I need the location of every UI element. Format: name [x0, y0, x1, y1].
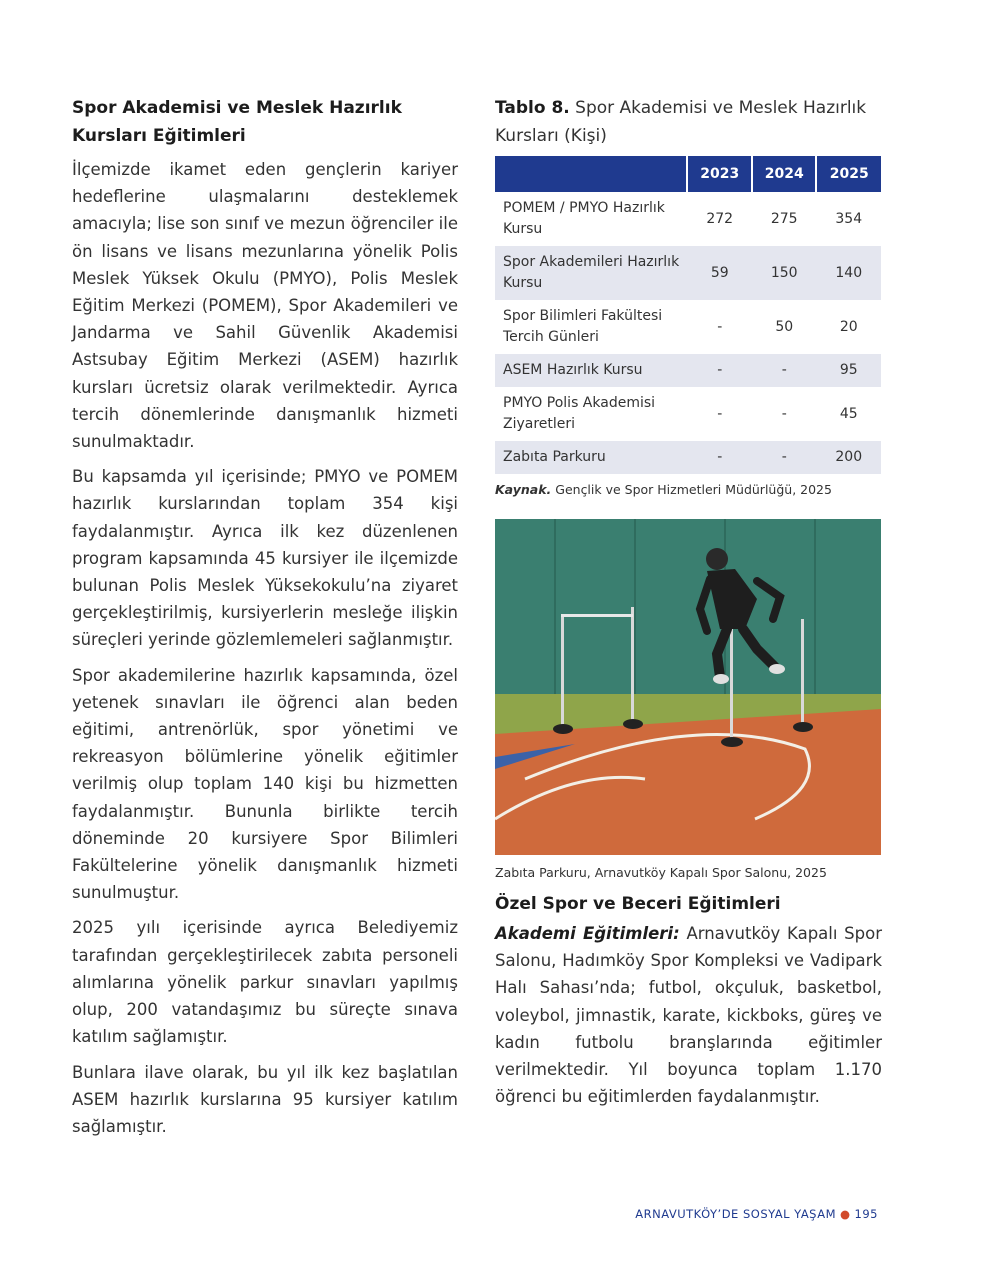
- table-row: [495, 300, 881, 354]
- cell-2025: 95: [816, 354, 881, 387]
- photo-caption: Zabıta Parkuru, Arnavutköy Kapalı Spor Salonu, 2025: [495, 865, 827, 880]
- paragraph-text: Arnavutköy Kapalı Spor Salonu, Hadımköy Spor Kompleksi ve Vadipark Halı Sahası’nda; futbol, okçuluk, basketbol, voleybol, jimnastik, karate, kickboks, güreş ve kadın futbolu branşlarında eğitimler verilmektedir. Yıl boyunca toplam 1.170 öğrenci bu eğitimlerden faydalanmıştır.: [495, 924, 883, 1107]
- cell-2025: 354: [835, 210, 863, 227]
- row-label: ASEM Hazırlık Kursu: [495, 354, 687, 387]
- table-caption: [495, 94, 882, 150]
- paragraph-asem: Bunlara ilave olarak, bu yıl ilk kez başlatılan ASEM hazırlık kurslarına 95 kursiyer katılım sağlamıştır.: [72, 1062, 458, 1136]
- row-label: POMEM / PMYO Hazırlık Kursu: [503, 200, 665, 237]
- table-row: [495, 354, 881, 387]
- row-label: Spor Akademileri Hazırlık Kursu: [495, 246, 687, 300]
- photo-court: [495, 709, 881, 855]
- cell-2024: -: [752, 441, 817, 474]
- table-row: [495, 441, 881, 474]
- cell-2024: -: [781, 405, 787, 422]
- paragraph-sports-academy: Spor akademilerine hazırlık kapsamında, özel yetenek sınavları ile öğrenci alan beden eğitimi, antrenörlük, spor yönetimi ve rekreasyon bölümlerine yönelik eğitimler verilmiş olup toplam 140 kişi bu hizmetten faydalanmıştır. Bununla birlikte tercih döneminde 20 kursiyere Spor Bilimleri Fakültelerine yönelik danışmanlık hizmeti sunulmuştur.: [72, 665, 458, 903]
- header-2023: 2023: [687, 156, 752, 192]
- paragraph-lead: Akademi Eğitimleri:: [495, 924, 680, 943]
- source-text: Gençlik ve Spor Hizmetleri Müdürlüğü, 2025: [555, 482, 832, 497]
- courses-table: [495, 156, 881, 474]
- cell-2025: 200: [816, 441, 881, 474]
- footer-section: ARNAVUTKÖY’DE SOSYAL YAŞAM: [635, 1207, 836, 1221]
- parkour-photo: [495, 519, 881, 855]
- subsection-title: Özel Spor ve Beceri Eğitimleri: [495, 894, 781, 914]
- cell-2024: 150: [752, 246, 817, 300]
- table-row: [495, 387, 881, 441]
- cell-2025: 45: [839, 405, 858, 422]
- row-label: Spor Bilimleri Fakültesi Tercih Günleri: [503, 308, 663, 345]
- table-caption-label: Tablo 8.: [495, 98, 570, 118]
- table-caption-text: Spor Akademisi ve Meslek Hazırlık Kursları (Kişi): [495, 98, 867, 146]
- bullet-icon: ●: [840, 1207, 851, 1221]
- cell-2023: -: [717, 405, 723, 422]
- page-number: 195: [854, 1207, 878, 1221]
- left-column: [72, 94, 458, 1148]
- table-row: [495, 246, 881, 300]
- source-label: Kaynak.: [495, 482, 552, 497]
- header-2025: 2025: [816, 156, 881, 192]
- cell-2024: 275: [770, 210, 798, 227]
- table-header-row: [495, 156, 881, 192]
- cell-2023: -: [717, 318, 723, 335]
- cell-2023: 59: [687, 246, 752, 300]
- paragraph-intro: İlçemizde ikamet eden gençlerin kariyer hedeflerine ulaşmalarını desteklemek amacıyla; lise son sınıf ve mezun öğrenciler ile ön lisans ve lisans mezunlarına yönelik Polis Meslek Yüksek Okulu (PMYO), Polis Meslek Eğitim Merkezi (POMEM), Spor Akademileri ve Jandarma ve Sahil Güvenlik Akademisi Astsubay Eğitim Merkezi (ASEM) hazırlık kursları ücretsiz olarak verilmektedir. Ayrıca tercih dönemlerinde danışmanlık hizmeti sunulmaktadır.: [72, 160, 458, 452]
- header-label: [495, 156, 687, 192]
- header-2024: 2024: [752, 156, 817, 192]
- cell-2023: -: [687, 354, 752, 387]
- page-footer: [635, 1207, 878, 1221]
- paragraph-zabita: 2025 yılı içerisinde ayrıca Belediyemiz tarafından gerçekleştirilecek zabıta personeli alımlarına yönelik parkur sınavları yapılmış olup, 200 vatandaşımız bu süreçte sınava katılım sağlamıştır.: [72, 918, 458, 1047]
- table-source: [495, 482, 882, 497]
- paragraph-pmyo: Bu kapsamda yıl içerisinde; PMYO ve POMEM hazırlık kurslarından toplam 354 kişi faydalanmıştır. Ayrıca ilk kez düzenlenen program kapsamında 45 kursiyer ile ilçemizde bulunan Polis Meslek Yüksekokulu’na ziyaret gerçekleştirilmiş, kursiyerlerin mesleğe ilişkin süreçleri yerinde gözlemlemeleri sağlanmıştır.: [72, 467, 458, 650]
- section-title: Spor Akademisi ve Meslek Hazırlık Kursları Eğitimleri: [72, 98, 402, 146]
- cell-2024: 50: [775, 318, 794, 335]
- row-label: Zabıta Parkuru: [495, 441, 687, 474]
- cell-2025: 140: [816, 246, 881, 300]
- cell-2024: -: [752, 354, 817, 387]
- row-label: PMYO Polis Akademisi Ziyaretleri: [503, 395, 656, 432]
- right-column: [495, 94, 882, 1118]
- cell-2023: -: [687, 441, 752, 474]
- table-row: [495, 192, 881, 246]
- paragraph-academy-trainings: [495, 920, 882, 1110]
- photo-wall: [495, 519, 881, 694]
- cell-2023: 272: [706, 210, 734, 227]
- cell-2025: 20: [839, 318, 858, 335]
